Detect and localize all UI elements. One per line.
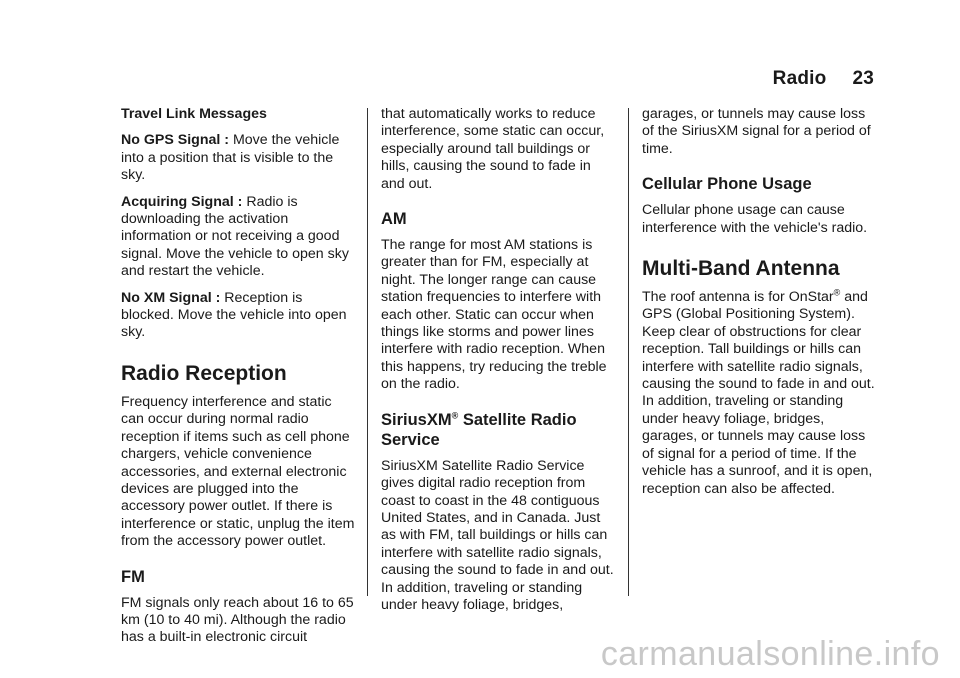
message-acquiring (121, 194, 357, 281)
column-1 (121, 106, 357, 656)
message-text: Move the vehicle into a position that is visible to the sky. (121, 132, 340, 184)
radio-reception-text: Frequency interference and static can occur during normal radio reception if items such as cell phone chargers, vehicle convenience accessories, and external electronic devices are plugged into the accessory power outlet. If there is interference or static, unplug the item from the accessory power outlet. (121, 393, 355, 550)
section-title: Radio (772, 68, 827, 89)
message-term: Acquiring Signal : (121, 193, 243, 210)
fm-text: FM signals only reach about 16 to 65 km (10 to 40 mi). Although the radio has a built-in electronic circuit (121, 594, 354, 646)
antenna-text (642, 289, 878, 498)
travel-link-heading: Travel Link Messages (121, 106, 267, 122)
fm-heading: FM (121, 567, 145, 586)
watermark: carmanualsonline.info (600, 635, 940, 673)
column-3 (642, 106, 878, 507)
radio-reception-heading: Radio Reception (121, 361, 287, 385)
antenna-text-rest: and GPS (Global Positioning System). Keep clear of obstructions for clear reception. Tall buildings or hills can interfere with satellite radio signals, causing the sound to fade in and out. In addition, traveling or standing under heavy foliage, bridges, garages, or tunnels may cause loss of signal for a period of time. If the vehicle has a sunroof, and it is open, reception can also be affected. (642, 289, 875, 497)
siriusxm-brand: SiriusXM (381, 410, 452, 429)
message-no-gps (121, 132, 357, 184)
registered-mark: ® (833, 287, 841, 298)
siriusxm-heading (381, 410, 617, 450)
siriusxm-text-continued: garages, or tunnels may cause loss of the SiriusXM signal for a period of time. (642, 106, 871, 157)
antenna-text-start: The roof antenna is for OnStar (642, 289, 834, 306)
siriusxm-text: SiriusXM Satellite Radio Service gives digital radio reception from coast to coast in the 48 contiguous United States, and in Canada. Just as with FM, tall buildings or hills can interfere with satellite radio signals, causing the sound to fade in and out. In addition, traveling or standing under heavy foliage, bridges, (381, 457, 614, 613)
column-2 (381, 106, 617, 623)
column-divider-2 (628, 108, 629, 596)
message-term: No XM Signal : (121, 289, 221, 306)
siriusxm-title-rest: Satellite Radio Service (381, 410, 577, 449)
message-term: No GPS Signal : (121, 132, 229, 149)
antenna-heading: Multi-Band Antenna (642, 257, 840, 281)
registered-mark: ® (451, 410, 459, 421)
page-number: 23 (852, 68, 874, 89)
message-text: Radio is downloading the activation information or not receiving a good signal. Move the vehicle to open sky and restart the vehicle. (121, 193, 349, 280)
message-no-xm (121, 290, 357, 342)
cellular-heading: Cellular Phone Usage (642, 175, 812, 194)
fm-text-continued: that automatically works to reduce interference, some static can occur, especially around tall buildings or hills, causing the sound to fade in and out. (381, 106, 605, 192)
am-text: The range for most AM stations is greater than for FM, especially at night. The longer range can cause station frequencies to interfere with each other. Static can occur when things like storms and power lines interfere with radio reception. When this happens, try reducing the treble on the radio. (381, 237, 607, 393)
cellular-text: Cellular phone usage can cause interference with the vehicle's radio. (642, 202, 868, 236)
message-text: Reception is blocked. Move the vehicle into open sky. (121, 289, 347, 341)
page-header (773, 68, 874, 90)
column-divider-1 (367, 108, 368, 596)
am-heading: AM (381, 210, 407, 229)
